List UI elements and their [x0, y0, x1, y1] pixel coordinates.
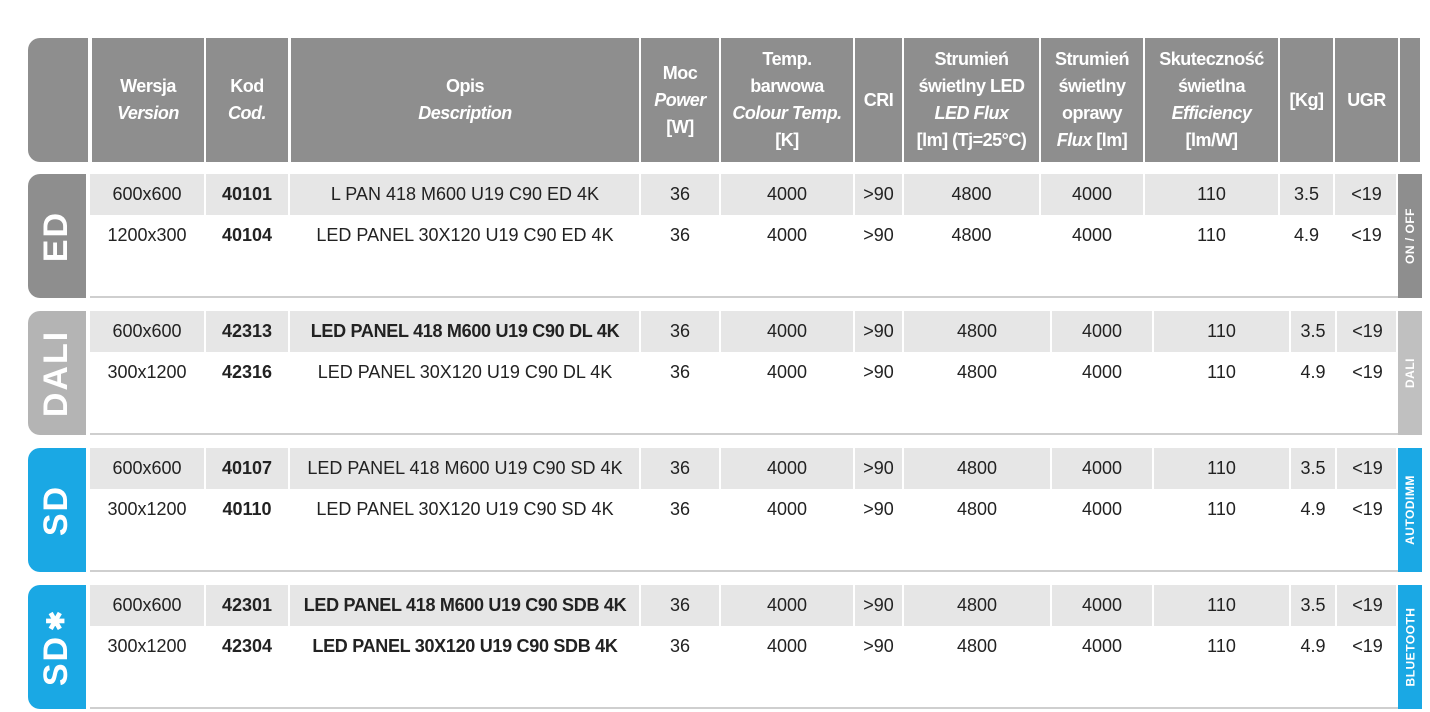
group-bottom-line	[90, 570, 1398, 572]
header-luminaire-flux	[1041, 38, 1143, 162]
cell-ugr: <19	[1352, 499, 1383, 519]
cell-version: 300x1200	[107, 362, 187, 382]
header-description	[291, 38, 639, 162]
cell-version: 600x600	[112, 184, 182, 204]
cell-led_flux: 4800	[956, 595, 998, 615]
group-tab-sd	[28, 585, 86, 709]
cell-led_flux: 4800	[956, 321, 998, 341]
group-tab-sd	[28, 448, 86, 572]
cell-temp: 4000	[766, 636, 808, 656]
cell-code: 40110	[222, 499, 272, 519]
cell-led_flux: 4800	[956, 636, 998, 656]
header-cri-label: CRI	[863, 89, 894, 110]
header-eff-en: Efficiency	[1171, 103, 1252, 123]
header-ledflux-pl-1: Strumień	[934, 49, 1009, 69]
header-code-pl: Kod	[230, 76, 264, 96]
cell-code: 40101	[221, 184, 273, 204]
cell-efficiency: 110	[1197, 184, 1226, 204]
header-led-flux	[904, 38, 1039, 162]
header-eff-pl-1: Skuteczność	[1159, 49, 1264, 69]
cell-ugr: <19	[1352, 636, 1383, 656]
cell-ugr: <19	[1352, 362, 1383, 382]
cell-cri: >90	[863, 184, 894, 204]
cell-version: 300x1200	[107, 499, 187, 519]
cell-led_flux: 4800	[956, 499, 998, 519]
cell-cri: >90	[863, 362, 894, 382]
header-temp-en: Colour Temp.	[732, 103, 842, 123]
header-ugr	[1335, 38, 1398, 162]
cell-cri: >90	[863, 595, 894, 615]
header-efficiency	[1145, 38, 1278, 162]
header-flux-en: Flux	[1056, 130, 1092, 150]
cell-power: 36	[669, 499, 691, 519]
header-code	[206, 38, 288, 162]
cell-weight: 3.5	[1300, 458, 1326, 478]
cell-weight: 4.9	[1293, 225, 1320, 245]
cell-temp: 4000	[766, 499, 808, 519]
cell-efficiency: 110	[1207, 362, 1236, 382]
cell-efficiency: 110	[1207, 321, 1236, 341]
header-corner	[28, 38, 88, 162]
cell-power: 36	[669, 321, 691, 341]
cell-flux: 4000	[1081, 499, 1123, 519]
header-eff-unit: [lm/W]	[1185, 130, 1238, 150]
group-tab-dali	[28, 311, 86, 435]
group-tab-label-wrap	[38, 608, 77, 685]
cell-weight: 3.5	[1300, 321, 1326, 341]
cell-weight: 4.9	[1300, 636, 1326, 656]
cell-code: 40104	[221, 225, 273, 245]
cell-ugr: <19	[1352, 321, 1383, 341]
cell-flux: 4000	[1081, 321, 1123, 341]
group-side-tab	[1398, 448, 1422, 572]
header-power-pl: Moc	[662, 62, 698, 83]
cell-temp: 4000	[766, 595, 808, 615]
group-side-label: BLUETOOTH	[1403, 607, 1418, 687]
cell-cri: >90	[863, 636, 894, 656]
cell-efficiency: 110	[1207, 595, 1236, 615]
cell-temp: 4000	[766, 362, 808, 382]
cell-description: LED PANEL 418 M600 U19 C90 DL 4K	[310, 321, 620, 341]
cell-ugr: <19	[1351, 184, 1382, 204]
header-ledflux-pl-2: świetlny LED	[918, 76, 1025, 96]
cell-efficiency: 110	[1207, 636, 1236, 656]
group-side-tab	[1398, 585, 1422, 709]
header-description-pl: Opis	[445, 76, 484, 96]
header-version-en: Version	[117, 103, 179, 123]
cell-version: 300x1200	[107, 636, 187, 656]
header-flux-pl-3: oprawy	[1061, 103, 1123, 123]
header-flux-unit: [lm]	[1091, 130, 1128, 150]
group-bottom-line	[90, 707, 1398, 709]
cell-temp: 4000	[766, 321, 808, 341]
cell-led_flux: 4800	[951, 225, 992, 245]
cell-description: LED PANEL 30X120 U19 C90 ED 4K	[316, 225, 614, 245]
cell-temp: 4000	[766, 225, 808, 245]
cell-description: LED PANEL 30X120 U19 C90 SD 4K	[316, 499, 614, 519]
cell-power: 36	[669, 225, 691, 245]
bluetooth-icon: ✱	[43, 608, 70, 631]
cell-power: 36	[669, 595, 691, 615]
cell-ugr: <19	[1352, 458, 1383, 478]
group-side-tab	[1398, 311, 1422, 435]
cell-flux: 4000	[1071, 225, 1113, 245]
header-description-en: Description	[418, 103, 512, 123]
header-eff-pl-2: świetlna	[1177, 76, 1246, 96]
group-side-tab	[1398, 174, 1422, 298]
header-weight-label: [Kg]	[1289, 89, 1324, 110]
header-power-en: Power	[654, 89, 706, 110]
header-cri	[855, 38, 902, 162]
group-side-label: DALI	[1403, 358, 1417, 388]
cell-flux: 4000	[1081, 636, 1123, 656]
header-flux-pl-1: Strumień	[1054, 49, 1129, 69]
group-tab-label: SD	[37, 634, 76, 686]
header-ledflux-unit: [lm] (Tj=25°C)	[916, 130, 1027, 150]
header-colour-temp	[721, 38, 853, 162]
cell-power: 36	[669, 458, 691, 478]
cell-cri: >90	[863, 458, 894, 478]
cell-led_flux: 4800	[956, 362, 998, 382]
header-ugr-label: UGR	[1347, 89, 1386, 110]
header-code-en: Cod.	[228, 103, 266, 123]
cell-weight: 4.9	[1300, 499, 1326, 519]
group-tab-label: ED	[37, 210, 76, 262]
cell-cri: >90	[863, 225, 894, 245]
header-version	[92, 38, 204, 162]
cell-led_flux: 4800	[956, 458, 998, 478]
cell-description: LED PANEL 418 M600 U19 C90 SD 4K	[307, 458, 623, 478]
header-temp-unit: [K]	[775, 130, 799, 150]
group-tab-label: DALI	[37, 329, 76, 417]
cell-weight: 3.5	[1293, 184, 1320, 204]
cell-description: LED PANEL 418 M600 U19 C90 SDB 4K	[303, 595, 627, 615]
cell-ugr: <19	[1352, 595, 1383, 615]
cell-efficiency: 110	[1197, 225, 1226, 245]
cell-flux: 4000	[1071, 184, 1113, 204]
cell-code: 40107	[221, 458, 273, 478]
header-flux-pl-2: świetlny	[1058, 76, 1126, 96]
header-power-unit: [W]	[666, 116, 694, 137]
cell-cri: >90	[863, 499, 894, 519]
cell-power: 36	[669, 636, 691, 656]
cell-ugr: <19	[1351, 225, 1382, 245]
cell-efficiency: 110	[1207, 458, 1236, 478]
header-power	[641, 38, 719, 162]
group-bottom-line	[90, 433, 1398, 435]
header-weight	[1280, 38, 1333, 162]
header-temp-pl-1: Temp.	[762, 49, 812, 69]
cell-temp: 4000	[766, 184, 808, 204]
cell-version: 600x600	[112, 458, 182, 478]
group-side-label: AUTODIMM	[1403, 475, 1417, 545]
cell-version: 1200x300	[107, 225, 187, 245]
cell-weight: 4.9	[1300, 362, 1326, 382]
header-right-edge	[1400, 38, 1420, 162]
group-tab-ed	[28, 174, 86, 298]
cell-weight: 3.5	[1300, 595, 1326, 615]
cell-description: LED PANEL 30X120 U19 C90 SDB 4K	[312, 636, 618, 656]
group-bottom-line	[90, 296, 1398, 298]
group-side-label: ON / OFF	[1403, 208, 1417, 264]
group-tab-label: SD	[37, 484, 76, 536]
cell-efficiency: 110	[1207, 499, 1236, 519]
cell-led_flux: 4800	[951, 184, 992, 204]
cell-cri: >90	[863, 321, 894, 341]
cell-version: 600x600	[112, 321, 182, 341]
cell-flux: 4000	[1081, 362, 1123, 382]
cell-code: 42301	[221, 595, 273, 615]
cell-flux: 4000	[1081, 595, 1123, 615]
cell-flux: 4000	[1081, 458, 1123, 478]
header-ledflux-en: LED Flux	[934, 103, 1009, 123]
cell-code: 42304	[221, 636, 273, 656]
cell-code: 42313	[221, 321, 273, 341]
header-version-pl: Wersja	[120, 76, 176, 96]
cell-temp: 4000	[766, 458, 808, 478]
cell-description: L PAN 418 M600 U19 C90 ED 4K	[330, 184, 600, 204]
cell-version: 600x600	[112, 595, 182, 615]
cell-code: 42316	[221, 362, 273, 382]
cell-power: 36	[669, 184, 691, 204]
header-temp-pl-2: barwowa	[750, 76, 824, 96]
cell-description: LED PANEL 30X120 U19 C90 DL 4K	[317, 362, 613, 382]
cell-power: 36	[669, 362, 691, 382]
